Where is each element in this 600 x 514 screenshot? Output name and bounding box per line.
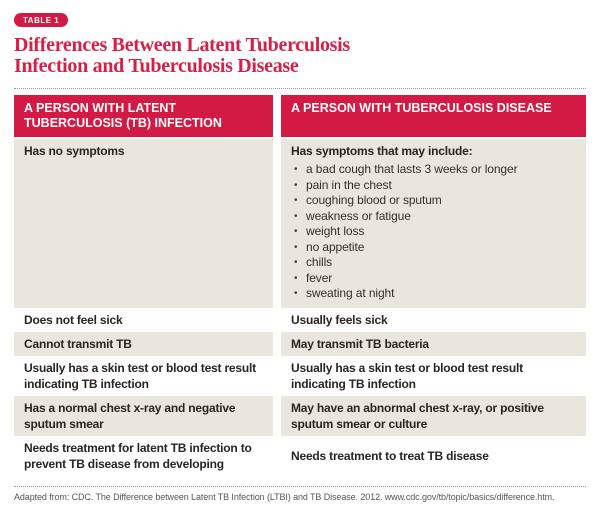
cell-disease-transmission: May transmit TB bacteria <box>281 332 586 356</box>
table-row-xray <box>14 396 586 436</box>
cell-latent-feeling: Does not feel sick <box>14 308 273 332</box>
table-header-row <box>14 95 586 137</box>
cell-disease-xray: May have an abnormal chest x-ray, or positive sputum smear or culture <box>281 396 586 436</box>
cell-latent-symptoms: Has no symptoms <box>14 139 273 308</box>
table-row-symptoms <box>14 139 586 308</box>
header-cell-tb-disease: A PERSON WITH TUBERCULOSIS DISEASE <box>281 95 586 137</box>
table-row-test-result <box>14 356 586 396</box>
comparison-table <box>14 95 586 476</box>
bullet-item: • fever <box>291 271 576 287</box>
cell-disease-symptoms <box>281 139 586 308</box>
symptoms-lead-text: Has symptoms that may include: <box>291 144 473 158</box>
bullet-item: • weakness or fatigue <box>291 209 576 225</box>
table-row-transmission <box>14 332 586 356</box>
cell-latent-xray: Has a normal chest x-ray and negative sputum smear <box>14 396 273 436</box>
bullet-item: • no appetite <box>291 240 576 256</box>
bullet-item: • a bad cough that lasts 3 weeks or longer <box>291 162 576 178</box>
table-row-treatment <box>14 436 586 476</box>
cell-disease-treatment: Needs treatment to treat TB disease <box>281 436 586 476</box>
cell-disease-test-result: Usually has a skin test or blood test result indicating TB infection <box>281 356 586 396</box>
page-title <box>14 35 586 77</box>
title-divider <box>14 88 586 89</box>
bullet-item: • sweating at night <box>291 286 576 302</box>
bullet-item: • chills <box>291 255 576 271</box>
page-title-line1: Differences Between Latent Tuberculosis <box>14 34 350 56</box>
bullet-item: • pain in the chest <box>291 178 576 194</box>
footnote-divider <box>14 486 586 487</box>
cell-latent-treatment: Needs treatment for latent TB infection to prevent TB disease from developing <box>14 436 273 476</box>
bullet-item: • weight loss <box>291 224 576 240</box>
table-row-feeling <box>14 308 586 332</box>
bullet-item: • coughing blood or sputum <box>291 193 576 209</box>
header-cell-latent-tb-infection: A PERSON WITH LATENT TUBERCULOSIS (TB) INFECTION <box>14 95 273 137</box>
source-footnote: Adapted from: CDC. The Difference between Latent TB Infection (LTBI) and TB Disease. 2012. www.cdc.gov/tb/topic/basics/difference.htm. <box>14 491 555 502</box>
cell-disease-feeling: Usually feels sick <box>281 308 586 332</box>
cell-latent-transmission: Cannot transmit TB <box>14 332 273 356</box>
cell-latent-test-result: Usually has a skin test or blood test result indicating TB infection <box>14 356 273 396</box>
table-number-badge: TABLE 1 <box>14 13 68 27</box>
symptoms-bullet-list <box>291 162 576 302</box>
page-title-line2: Infection and Tuberculosis Disease <box>14 55 299 77</box>
